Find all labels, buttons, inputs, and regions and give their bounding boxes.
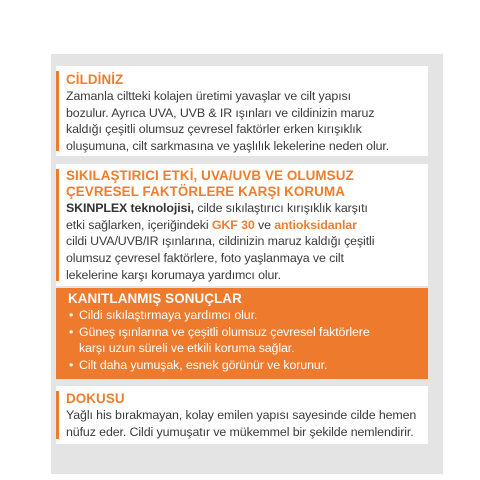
body-line: Zamanla ciltteki kolajen üretimi yavaşlar ve cilt yapısı [66,89,351,103]
heading-line: SIKILAŞTIRICI ETKİ, UVA/UVB VE OLUMSUZ [66,168,354,183]
section-sonuclar [56,288,428,379]
result-item: • Cilt daha yumuşak, esnek görünür ve korunur. [68,357,422,374]
body-line: oluşumuna, cilt sarkmasına ve yaşlılık lekelerine neden olur. [66,139,390,154]
result-line: karşı uzun süreli ve etkili koruma sağlar. [79,341,295,355]
accent-bar [56,391,59,439]
results-list [68,307,422,373]
section-cildiniz [56,66,428,156]
skinplex-label: SKINPLEX teknolojisi, [66,201,195,215]
body-text: etki sağlarken, içeriğindeki [66,217,212,232]
section-body [66,200,422,284]
heading-line: ÇEVRESEL FAKTÖRLERE KARŞI KORUMA [66,184,345,199]
body-line: cildi UVA/UVB/IR ışınlarına, cildinizin maruz kaldığı çeşitli [66,234,375,249]
body-line: Yağlı his bırakmayan, kolay emilen yapısı sayesinde cilde hemen [66,408,417,422]
section-dokusu [56,386,428,444]
section-body [66,88,422,155]
body-line: lekelerine karşı korumaya yardımcı olur. [66,267,281,282]
body-text: cilde sıkılaştırıcı kırışıklık karşıtı [194,201,368,215]
section-heading: KANITLANMIŞ SONUÇLAR [68,291,242,306]
gkf-highlight: GKF 30 [211,217,255,232]
result-item: • Cildi sıkılaştırmaya yardımcı olur. [68,307,422,324]
body-line: nüfuz eder. Cildi yumuşatır ve mükemmel bir şekilde nemlendirir. [66,424,414,439]
section-koruma [56,164,428,286]
body-line [66,200,422,217]
section-heading: CİLDİNİZ [66,72,124,87]
body-line: bozulur. Ayrıca UVA, UVB & IR ışınları ve cildinizin maruz [66,105,375,120]
accent-bar [56,71,59,151]
result-line: • Güneş ışınlarına ve çeşitli olumsuz çevresel faktörlere [79,324,370,339]
accent-bar [56,169,59,281]
section-heading [66,168,422,200]
body-line [66,217,422,234]
body-line: olumsuz çevresel faktörlere, foto yaşlanmaya ve cilt [66,251,344,266]
body-line: kaldığı çeşitli olumsuz çevresel faktörler erken kırışıklık [66,122,362,137]
section-heading: DOKUSU [66,391,125,406]
result-item [68,324,422,357]
section-body [66,407,422,440]
antioxidant-highlight: antioksidanlar [274,217,357,232]
body-text: ve [254,217,275,232]
